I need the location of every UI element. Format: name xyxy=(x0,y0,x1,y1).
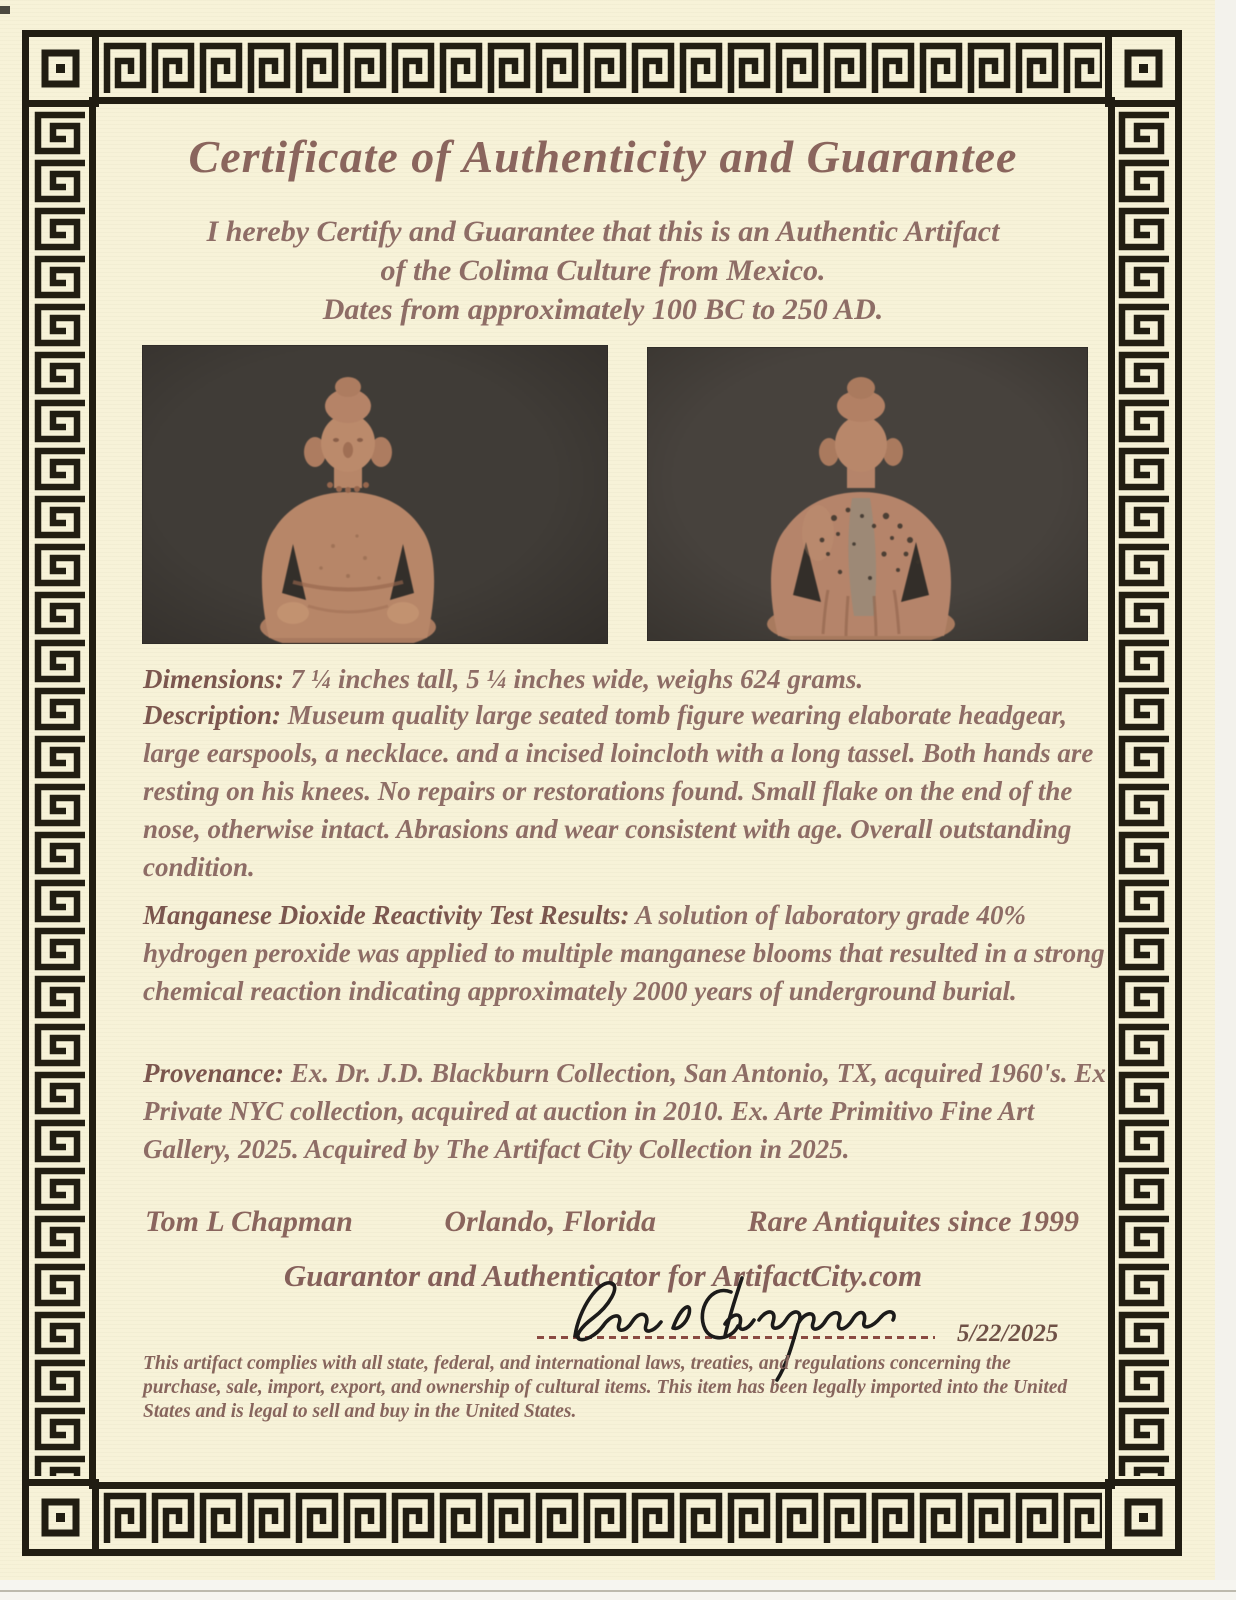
manganese-test-text: A solution of laboratory grade 40% hydrogen peroxide was applied to multiple manganese blooms that resulted in a strong chemical reaction indicating approximately 2000 years of underground burial. xyxy=(143,900,1105,1006)
legal-text: This artifact complies with all state, federal, and international laws, treaties, and regulations concerning the purchase, sale, import, export, and ownership of cultural items. This item has been legally imported into the United States and is legal to sell and buy in the United States. xyxy=(143,1353,1068,1422)
colima-figure-front-illustration xyxy=(143,346,607,643)
description-section xyxy=(143,696,1109,886)
provenance-text: Ex. Dr. J.D. Blackburn Collection, San Antonio, TX, acquired 1960's. Ex Private NYC collection, acquired at auction in 2010. Ex. Arte Primitivo Fine Art Gallery, 2025. Acquired by The Artifact City Collection in 2025. xyxy=(143,1058,1106,1164)
description-text: Museum quality large seated tomb figure wearing elaborate headgear, large earspools, a necklace. and a incised loincloth with a long tassel. Both hands are resting on his knees. No repairs or restorations found. Small flake on the end of the nose, otherwise intact. Abrasions and wear consistent with age. Overall outstanding condition. xyxy=(143,700,1094,882)
page-title: Certificate of Authenticity and Guarantee xyxy=(188,131,1018,182)
dimensions-section xyxy=(143,660,1109,698)
manganese-test-label: Manganese Dioxide Reactivity Test Results: xyxy=(143,900,630,930)
provenance-label: Provenance: xyxy=(143,1058,284,1088)
artifact-photo-back xyxy=(648,348,1087,640)
signer-name: Tom L Chapman xyxy=(145,1205,353,1238)
signer-row xyxy=(145,1205,1079,1239)
scan-edge-right xyxy=(1215,0,1236,1600)
guarantor-line: Guarantor and Authenticator for ArtifactCity.com xyxy=(283,1258,923,1293)
statement-line-2: of the Colima Culture from Mexico. xyxy=(380,254,826,287)
scan-edge-line xyxy=(0,1590,1236,1592)
artifact-photo-front xyxy=(143,346,607,643)
signer-tagline: Rare Antiquites since 1999 xyxy=(747,1205,1079,1238)
provenance-section xyxy=(143,1054,1109,1168)
manganese-test-section xyxy=(143,896,1109,1010)
colima-figure-back-illustration xyxy=(648,348,1087,640)
statement-line-1: I hereby Certify and Guarantee that this is an Authentic Artifact xyxy=(206,215,1000,248)
description-label: Description: xyxy=(143,700,281,730)
certification-statement xyxy=(97,212,1109,329)
scan-edge-notch xyxy=(0,6,10,14)
statement-line-3: Dates from approximately 100 BC to 250 AD. xyxy=(322,293,884,326)
dimensions-text: 7 ¼ inches tall, 5 ¼ inches wide, weighs 624 grams. xyxy=(284,664,864,694)
signer-location: Orlando, Florida xyxy=(444,1205,657,1238)
dimensions-label: Dimensions: xyxy=(143,664,285,694)
signature-date: 5/22/2025 xyxy=(957,1320,1059,1347)
signature-line xyxy=(537,1336,935,1339)
